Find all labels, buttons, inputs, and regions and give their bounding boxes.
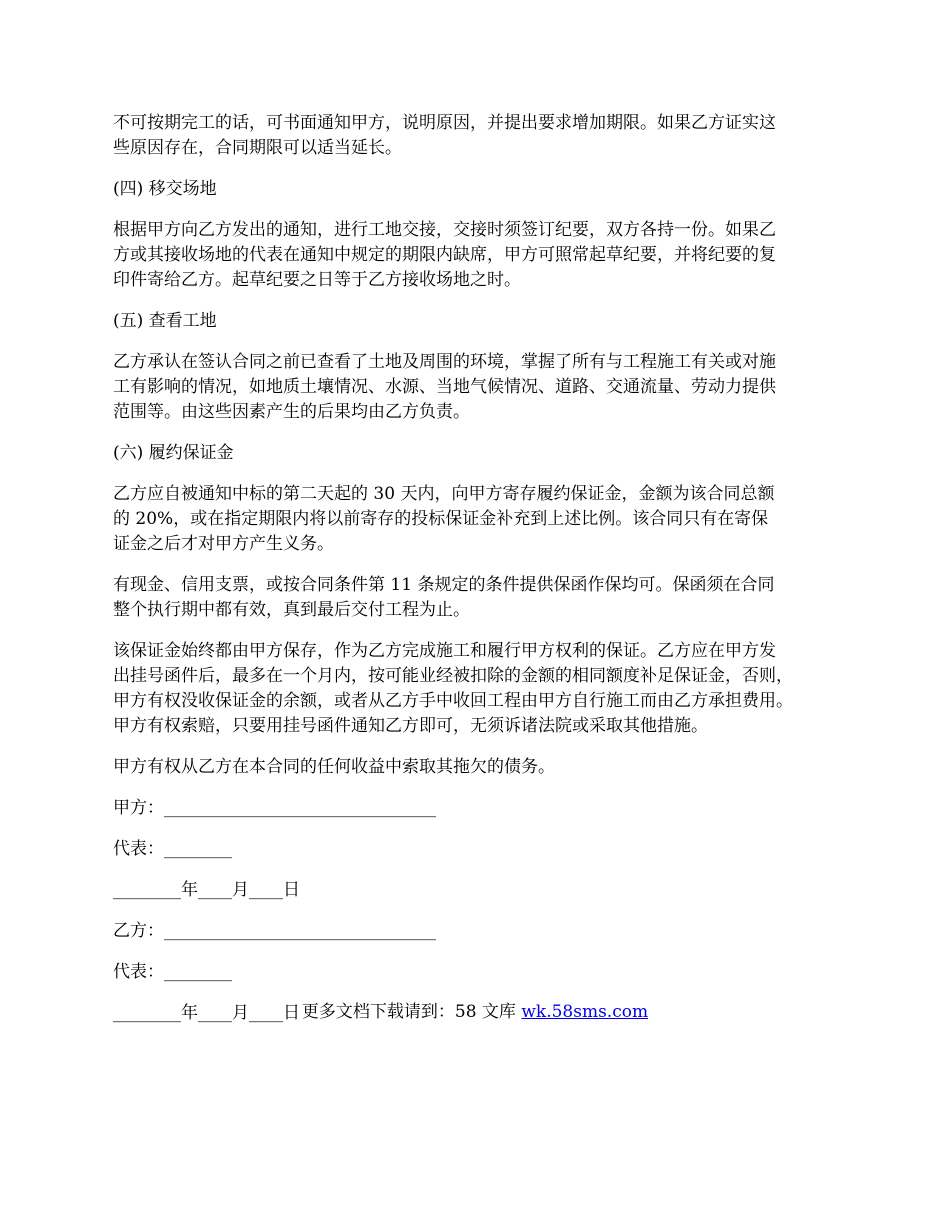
paragraph-site-inspection: 乙方承认在签认合同之前已查看了土地及周围的环境，掌握了所有与工程施工有关或对施 工有影响的情况，如地质土壤情况、水源、当地气候情况、道路、交通流量、劳动力提供 范围等。由这些因素产生的后果均由乙方负责。 xyxy=(113,352,776,422)
section-heading-5: (五) 查看工地 xyxy=(113,311,217,331)
footer-link[interactable]: wk.58sms.com xyxy=(521,1002,649,1022)
paragraph-guarantee-forms: 有现金、信用支票，或按合同条件第 11 条规定的条件提供保函作保均可。保函须在合同 整个执行期中都有效，真到最后交付工程为止。 xyxy=(113,575,775,620)
section-heading-4: (四) 移交场地 xyxy=(113,179,217,199)
signature-rep-b: 代表：________ xyxy=(113,962,232,982)
document-body xyxy=(113,111,843,1042)
section-heading-6: (六) 履约保证金 xyxy=(113,443,234,463)
paragraph-debt-recovery: 甲方有权从乙方在本合同的任何收益中索取其拖欠的债务。 xyxy=(113,757,555,777)
signature-party-a: 甲方：________________________________ xyxy=(113,798,436,818)
signature-date-a: ________年____月____日 xyxy=(113,880,300,900)
footer xyxy=(0,1000,950,1025)
footer-text: 更多文档下载请到：58 文库 xyxy=(301,1002,522,1022)
paragraph-site-handover: 根据甲方向乙方发出的通知，进行工地交接，交接时须签订纪要，双方各持一份。如果乙 方或其接收场地的代表在通知中规定的期限内缺席，甲方可照常起草纪要，并将纪要的复 印件寄给乙方。起草纪要之日等于乙方接收场地之时。 xyxy=(113,220,776,290)
paragraph-extension: 不可按期完工的话，可书面通知甲方，说明原因，并提出要求增加期限。如果乙方证实这 些原因存在，合同期限可以适当延长。 xyxy=(113,113,776,158)
signature-rep-a: 代表：________ xyxy=(113,839,232,859)
paragraph-bond-custody: 该保证金始终都由甲方保存，作为乙方完成施工和履行甲方权利的保证。乙方应在甲方发 出挂号函件后，最多在一个月内，按可能业经被扣除的金额的相同额度补足保证金，否则， 甲方有权没收保证金的余额，或者从乙方手中收回工程由甲方自行施工而由乙方承担费用。 甲方有权索赔，只要用挂号函件通知乙方即可，无须诉诸法院或采取其他措施。 xyxy=(113,641,793,736)
signature-party-b: 乙方：________________________________ xyxy=(113,921,436,941)
signature-date-b: ________年____月____日 xyxy=(113,1003,300,1023)
paragraph-performance-bond: 乙方应自被通知中标的第二天起的 30 天内，向甲方寄存履约保证金，金额为该合同总额 的 20%，或在指定期限内将以前寄存的投标保证金补充到上述比例。该合同只有在寄保 证金之后才对甲方产生义务。 xyxy=(113,484,775,554)
